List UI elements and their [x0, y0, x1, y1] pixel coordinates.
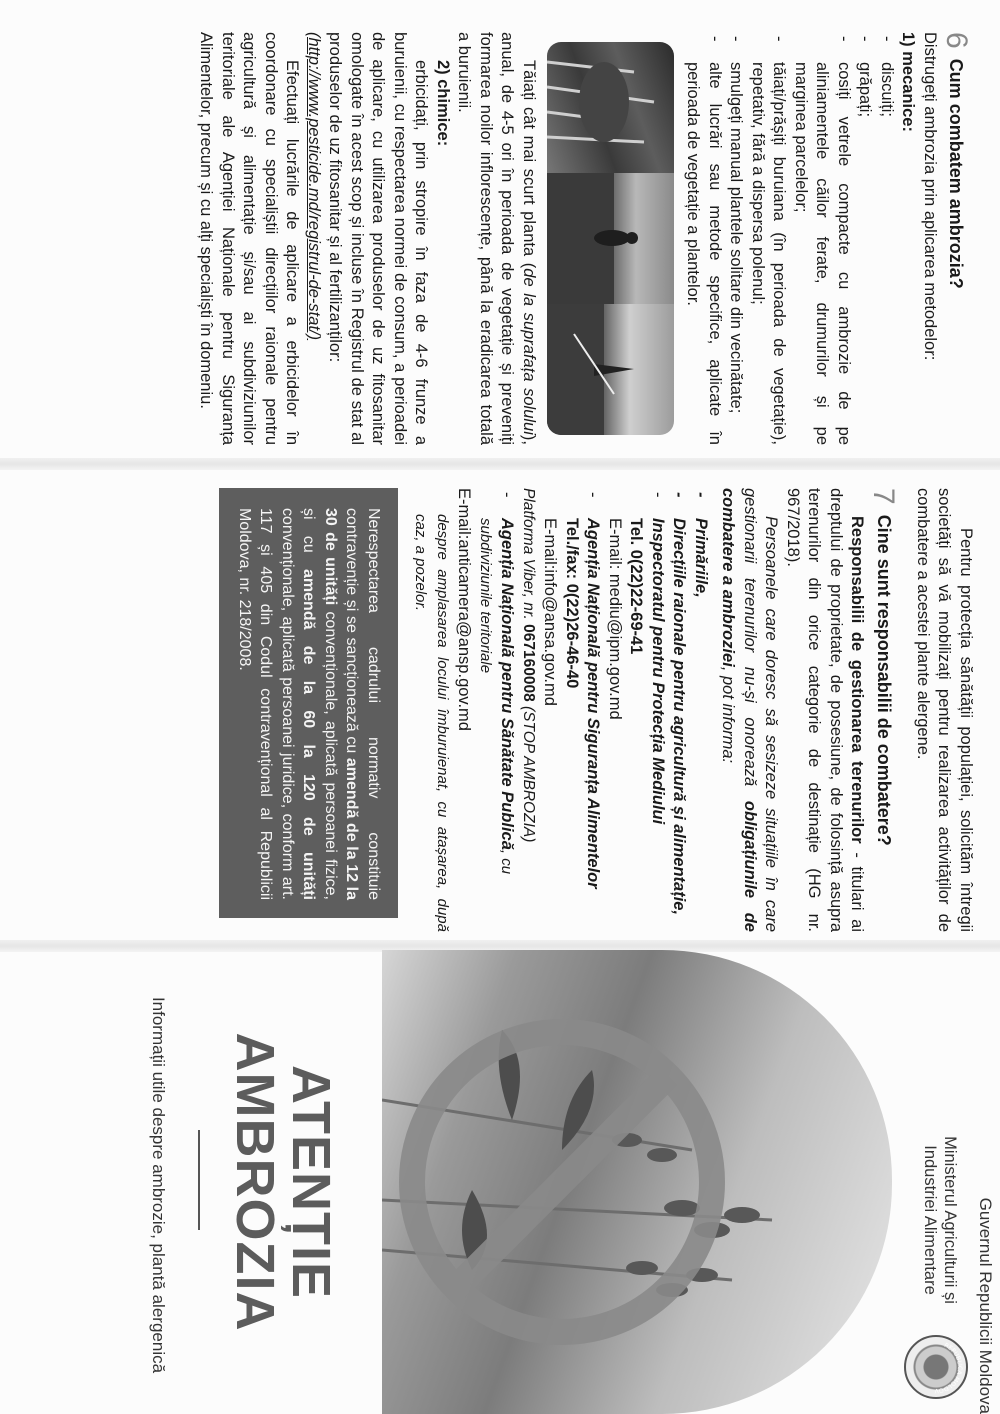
list-item: - alte lucrări sau metode specifice, aplicate în perioada de vegetație a plantelor.: [682, 32, 725, 445]
persons-paragraph: [717, 488, 782, 932]
contact-environment-inspectorate: [604, 488, 669, 932]
responsibles-bold: Responsabilii de gestionarea terenurilor: [848, 516, 867, 844]
photo-mowing: [547, 304, 674, 435]
persons-bold: obligațiunile de combatere a ambroziei: [719, 488, 759, 932]
section-6-heading: [940, 32, 973, 445]
chemical-paragraph: erbicidați, prin stropire în faza de 4-6 frunze a buruienii, cu respectarea normei de consum, a perioadei de aplicare, cu utilizarea produselor de uz fitosanitar omologate în acest scop și incluse în Registrul de stat al produselor de uz fitosanitar și al fertilizanților:: [326, 32, 431, 445]
penalty-text: convenționale, aplicată persoanei fizice, și cu: [300, 508, 339, 900]
svg-text:REPUBLICA MOLDOVA: REPUBLICA MOLDOV: [934, 1341, 964, 1395]
ragweed-photo: [382, 950, 892, 1414]
coordination-paragraph: Efectuați lucrările de aplicare a erbicidelor în coordonare cu specialiștii direcțiilor raionale pentru agricultură și alimentație și/sau ai subdiviziunilor teritoriale ale Agenției Naționale pentru Siguranța Alimentelor, precum și cu alți specialiști în domeniu.: [197, 32, 302, 445]
title-divider: [198, 1130, 200, 1230]
section-7-heading: [867, 488, 901, 932]
viber-line: [518, 488, 540, 932]
penalty-notice: [220, 488, 399, 918]
mechanical-title: 1) mecanice:: [899, 32, 918, 132]
methods-intro: Distrugeți ambrozia prin aplicarea metodelor:: [921, 32, 939, 361]
penalty-amount-legal: amendă de la 60 la 120 de unități: [300, 569, 318, 901]
photo-worker-field: [547, 173, 674, 304]
persons-end: , pot informa:: [719, 666, 738, 764]
contact-mayoralties: - Primăriile,: [690, 488, 712, 932]
cut-text-a: Tăiați cât mai scurt planta (: [520, 60, 538, 269]
responsibles-text: - titulari ai dreptului de proprietate, de posesiune, de folosință asupra terenurilor din orice categorie de destinație (HG nr. 967/2018).: [784, 488, 867, 932]
contact-name: Agenția Națională pentru Sănătate Publică: [498, 518, 517, 850]
contact-email[interactable]: E-mail:info@ansa.gov.md: [541, 518, 560, 706]
ansp-contact: [475, 488, 518, 932]
cut-text-b: ), anual, de 4-5 ori în perioada de vegetație și preveniți formarea noilor inflorescențe, până la eradicarea totală a buruienii.: [455, 32, 538, 445]
contact-email[interactable]: E-mail: mediu@ipm.gov.md: [606, 518, 624, 720]
list-item: - smulgeți manual plantele solitare din vecinătate;: [725, 32, 747, 445]
chemical-title: 2) chimice:: [434, 60, 452, 147]
list-item: - discuiți;: [876, 32, 898, 445]
cover-title-ambrosia: AMBROZIA: [225, 1032, 285, 1332]
list-item: - tăiați/prășiți buruiana (în perioada de vegetație), repetativ, fără a dispersa polenul;: [747, 32, 790, 445]
section-number: 6: [940, 32, 973, 49]
government-name: Guvernul Republicii Moldova: [976, 1197, 995, 1414]
viber-number: 067160008: [520, 624, 537, 702]
penalty-text: convenționale, aplicată persoanei juridice, conform art. 117 și 405 din Codul contravențional al Republicii Moldova, nr. 218/2008.: [236, 508, 296, 900]
list-item: - grăpați;: [854, 32, 876, 445]
panel-combat-methods: [0, 0, 1000, 455]
penalty-amount-individuals: amendă de la 12 la 30 de unități: [322, 508, 361, 901]
photo-weeds: [547, 42, 674, 173]
report-note: despre amplasarea locului îmburuienat, cu atașarea, după caz, a pozelor.: [412, 514, 451, 932]
cover-subtitle: Informații utile despre ambrozie, plantă alergenică: [149, 996, 168, 1374]
registry-link[interactable]: (http://www.pesticide.md/registrul-de-stat/): [305, 32, 323, 341]
ansp-email[interactable]: E-mail:anticamera@ansp.gov.md: [455, 488, 474, 731]
panel-responsibles: [0, 470, 1000, 940]
contact-phone: Tel. 0(22)22-69-41: [627, 518, 646, 655]
prohibition-sign-icon: [412, 1032, 712, 1332]
contact-public-health-agency: [475, 488, 518, 932]
contact-raion-directorates: - Direcțiile raionale pentru agricultură și alimentație,: [668, 488, 690, 932]
fold-line: [0, 458, 1000, 470]
penalty-text: Nerespectarea cadrului normativ constituie contravenție și se sancționează cu: [343, 508, 382, 900]
cut-text-italic: de la suprafața solului: [520, 268, 538, 435]
ministry-name: Ministerul Agriculturii și Industriei Alimentare: [921, 1136, 959, 1304]
panel-cover: [0, 950, 1000, 1414]
section-title: Cum combatem ambrozia?: [946, 58, 967, 289]
cover-title-attention: ATENȚIE: [281, 1065, 341, 1299]
responsibles-paragraph: [782, 488, 868, 932]
viber-tag: (STOP AMBROZIA): [520, 701, 537, 843]
contact-phone: Tel./fax: 0(22)26-46-40: [563, 518, 581, 689]
persons-italic: Persoanele care doresc să sesizeze situațiile în care gestionarii terenurilor nu-și onorează: [741, 488, 781, 932]
contact-subdivisions: , cu subdiviziunile teritoriale: [477, 518, 516, 875]
section-number: 7: [867, 488, 901, 505]
mechanical-list: [682, 32, 897, 445]
section-title: Cine sunt responsabilii de combatere?: [874, 514, 894, 846]
contact-name: - Inspectoratul pentru Protecția Mediului: [649, 518, 667, 825]
mobilization-intro: Pentru protecția sănătății populației, solicităm întregii societăți să vă mobilizați pentru realizarea activităților de combatere a acestei plante alergene.: [914, 488, 975, 932]
photo-strip: [547, 42, 674, 435]
viber-label: Platforma Viber, nr.: [520, 488, 537, 625]
contacts-list: [539, 488, 711, 932]
contact-food-safety-agency: [539, 488, 604, 932]
cutting-paragraph: [453, 32, 539, 445]
coat-of-arms-icon: [904, 1335, 968, 1399]
contact-name: - Agenția Națională pentru Siguranța Alimentelor: [584, 518, 603, 889]
list-item: - cosiți vetrele compacte cu ambrozie de pe aliniamentele căilor ferate, drumurilor și pe marginea parcelelor;: [790, 32, 855, 445]
